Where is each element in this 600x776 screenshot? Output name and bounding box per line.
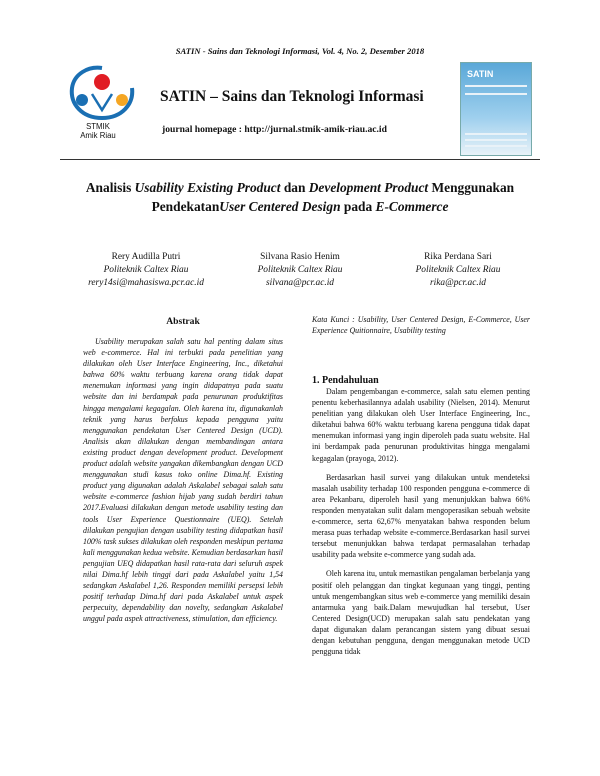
paragraph: Oleh karena itu, untuk memastikan pengalaman berbelanja yang positif oleh pelanggan dan tingkat kegunaan yang tinggi, penting untuk mengembangkan situs web e-commerce yang memiliki desain antarmuka yang baik.Dalam mewujudkan hal tersebut, User Centered Design(UCD) merupakan salah satu pendekatan yang dapat digunakan dalam perancangan sistem yang dibuat sesuai dengan kebutuhan pengguna, dengan menggunakan metode UCD pengguna tidak (312, 569, 530, 657)
paragraph: Dalam pengembangan e-commerce, salah satu elemen penting penentu keberhasilannya adalah usability (Nielsen, 2014). Menurut penelitian yang dilakukan oleh User Interface Engineering, Inc., diketahui bahwa 60% waktu terbuang karena pengguna tidak dapat menemukan informasi yang ingin diperoleh pada suatu website. Hal ini berdampak pada penurunan produktivitas hingga mengalami kegagalan (prayoga, 2012). (312, 387, 530, 463)
header-rule (60, 159, 540, 160)
cover-title: SATIN (467, 69, 494, 79)
abstract-text: Usability merupakan salah satu hal penting dalam situs web e-commerce. Hal ini terbukti pada penelitian yang dilakukan oleh User Interface Engineering, Inc., diketahui bahwa 60% waktu terbuang karena orang tidak dapat menemukan informasi yang ingin didapatnya pada suatu website dan ini berdampak pada penurunan produktifitas hingga mengalami kegagalan. Oleh karena itu, digunakanlah teknik yang harus berfokus kepada pengguna yaitu menggunakan pendekatan User Centered Design (UCD). Analisis akan dilakukan dengan membandingan antara existing product dengan development product. Development product adalah website yangakan dikembangkan dengan UCD menggunakan studi kasus toko online Dima.hf. Existing product yang digunakan adalah Askalabel sebagai salah satu website e-commerce fashion hijab yang sudah berdiri tahun 2017.Evaluasi dilakukan dengan metode usability testing dan tools User Experience Questionnaire (UEQ). Setelah dilakukan pengujian dengan usability testing didapatkan hasil 100% task sukses dilakukan oleh responden meskipun pertama kali menggunakan kedua website. Kemudian berdasarkan hasil pengujian UEQ didapatkan hasil rata-rata dari seluruh aspek nilai Dima.hf lebih tinggi dari pada Askalabel yaitu 1,54 sedangkan Askalabel 1,26. Responden memiliki persepsi lebih positif terhadap Dima.hf dari pada Askalabel untuk aspek perpecuity, dependability dan novelty, sedangkan Askalabel unggul pada aspek attractiveness, stimulation, dan efficiency. (83, 337, 283, 624)
author-email[interactable]: rika@pcr.ac.id (429, 278, 486, 288)
journal-title: SATIN – Sains dan Teknologi Informasi (160, 88, 424, 105)
paper-title: Analisis Usability Existing Product dan Development Product Menggunakan PendekatanUser Centered Design pada E-Commerce (85, 180, 515, 214)
section-heading: 1. Pendahuluan (312, 375, 379, 386)
author-name: Rika Perdana Sari (424, 252, 492, 262)
journal-cover-image (460, 62, 532, 156)
journal-homepage: journal homepage : http://jurnal.stmik-amik-riau.ac.id (162, 124, 387, 135)
author-name: Silvana Rasio Henim (260, 252, 340, 262)
author-affiliation: Politeknik Caltex Riau (257, 265, 343, 275)
abstract-heading: Abstrak (166, 316, 200, 327)
author-name: Rery Audilla Putri (111, 252, 181, 262)
author-block (378, 251, 538, 290)
keywords: Kata Kunci : Usability, User Centered Design, E-Commerce, User Experience Quitionnaire, Usability testing (312, 315, 530, 336)
logo-caption: STMIK Amik Riau (80, 122, 116, 140)
author-block (220, 251, 380, 290)
author-email[interactable]: silvana@pcr.ac.id (266, 278, 334, 288)
paragraph: Berdasarkan hasil survei yang dilakukan untuk mendeteksi masalah usability terhadap 100 responden pengguna e-commerce di area Pekanbaru, diperoleh hasil yang menunjukkan bahwa 66% responden menyatakan sulit dalam mengoperasikan sebuah website e-commerce, serta 62,67% menyatakan bahwa responden belum merasa puas terhadap website e-commerce.Berdasarkan hasil survei tersebut menunjukkan bahwa terdapat permasalahan terhadap usability pada website e-commerce yang sudah ada. (312, 472, 530, 560)
author-block (66, 251, 226, 290)
intro-body (312, 386, 530, 657)
running-head: SATIN - Sains dan Teknologi Informasi, Vol. 4, No. 2, Desember 2018 (175, 46, 425, 56)
author-affiliation: Politeknik Caltex Riau (103, 265, 189, 275)
author-affiliation: Politeknik Caltex Riau (415, 265, 501, 275)
author-email[interactable]: rery14si@mahasiswa.pcr.ac.id (88, 278, 204, 288)
